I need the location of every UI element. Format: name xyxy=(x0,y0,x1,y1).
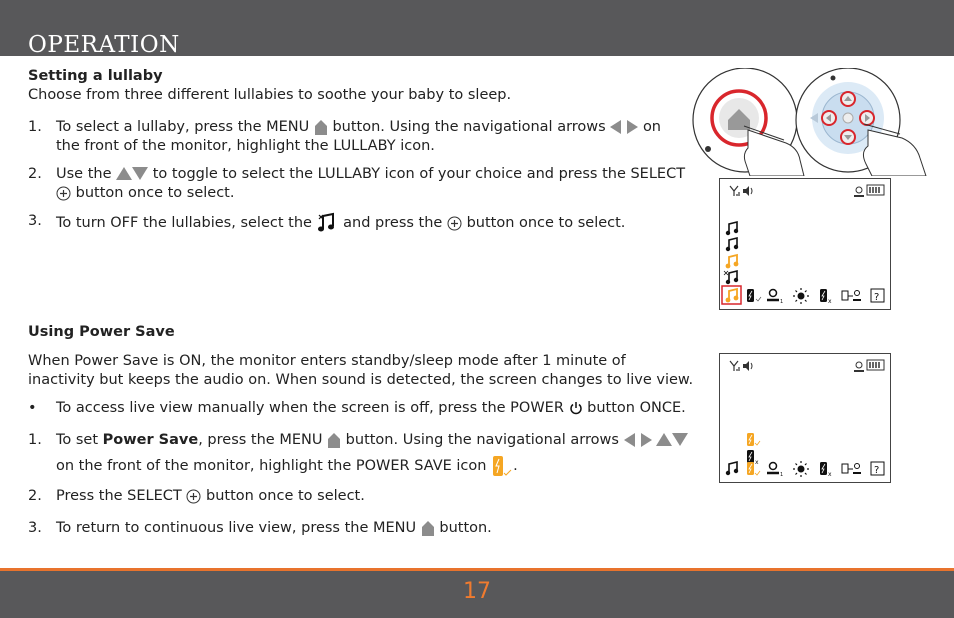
svg-text:x: x xyxy=(828,298,832,305)
camera-icon xyxy=(854,187,864,196)
menu-home-icon xyxy=(314,118,328,136)
svg-text:x: x xyxy=(828,471,832,478)
svg-text:x: x xyxy=(755,459,759,466)
step-text: and press the xyxy=(343,215,443,231)
power-save-intro: When Power Save is ON, the monitor enters standby/sleep mode after 1 minute of inactivity but keeps the audio on. When sound is detected, the screen changes to live view. xyxy=(28,353,694,388)
step-text: . xyxy=(513,458,518,474)
step-text: button once to select. xyxy=(75,185,235,201)
hand-icon xyxy=(863,130,926,176)
help-icon xyxy=(871,289,884,303)
step-text: on the front of the monitor, highlight the LULLABY icon. xyxy=(56,119,661,154)
menu-home-icon xyxy=(421,519,435,537)
monitor-screen-lullaby xyxy=(719,178,891,310)
step-text: To set xyxy=(56,432,99,448)
bullet-dot: • xyxy=(28,400,37,416)
monitor-screen-power-save xyxy=(719,353,891,483)
lullaby-intro: Choose from three different lullabies to soothe your baby to sleep. xyxy=(28,87,512,103)
power-save-on-icon xyxy=(747,433,760,446)
svg-text:?: ? xyxy=(874,465,880,476)
svg-text:?: ? xyxy=(874,292,880,303)
step-number: 3. xyxy=(28,213,42,229)
step-number: 1. xyxy=(28,432,42,448)
speaker-icon xyxy=(743,361,752,371)
step-number: 2. xyxy=(28,166,42,182)
up-down-arrows-icon xyxy=(116,167,148,181)
lullaby-menu-icon xyxy=(726,462,738,475)
lullaby-menu-icon xyxy=(726,289,739,302)
page-header xyxy=(0,0,954,56)
battery-icon xyxy=(867,360,884,370)
lullaby-off-icon xyxy=(724,271,738,284)
up-down-arrows-icon xyxy=(656,433,688,447)
menu-home-icon xyxy=(327,431,341,449)
vox-off-icon xyxy=(820,462,832,478)
left-right-arrows-icon xyxy=(624,433,652,447)
step-text: button. Using the navigational arrows xyxy=(345,432,619,448)
speaker-icon xyxy=(743,186,752,196)
step-text: To access live view manually when the screen is off, press the POWER xyxy=(56,400,564,416)
svg-text:1: 1 xyxy=(780,299,784,305)
select-button-icon xyxy=(186,489,201,504)
signal-icon xyxy=(730,361,739,371)
help-icon xyxy=(871,462,884,476)
step-text: button. xyxy=(439,520,492,536)
power-save-icon xyxy=(747,289,761,302)
button-press-illustration xyxy=(688,68,933,176)
camera-select-icon xyxy=(767,463,783,479)
lullaby-selected-highlight xyxy=(722,286,741,304)
pair-camera-icon xyxy=(842,464,861,474)
page-title: OPERATION xyxy=(28,32,180,58)
step-bold-text: Power Save xyxy=(102,432,199,448)
lullaby-2-icon xyxy=(726,238,738,251)
svg-text:1: 1 xyxy=(780,472,784,478)
lullaby-1-icon xyxy=(726,222,738,235)
left-right-arrows-icon xyxy=(610,120,638,134)
pair-camera-icon xyxy=(842,291,861,301)
step-text: button once to select. xyxy=(466,215,626,231)
step-text: To turn OFF the lullabies, select the xyxy=(56,215,312,231)
select-button-icon xyxy=(447,216,462,231)
step-text: button once to select. xyxy=(205,488,365,504)
step-text: on the front of the monitor, highlight the POWER SAVE icon xyxy=(56,458,487,474)
vox-off-icon xyxy=(820,289,832,305)
step-text: Press the SELECT xyxy=(56,488,182,504)
power-icon xyxy=(569,401,583,415)
signal-icon xyxy=(730,186,739,196)
power-save-title: Using Power Save xyxy=(28,324,175,340)
power-save-orange-icon xyxy=(491,454,513,478)
lullaby-3-icon xyxy=(726,255,739,268)
step-text: To select a lullaby, press the MENU xyxy=(56,119,310,135)
step-number: 2. xyxy=(28,488,42,504)
brightness-icon xyxy=(793,461,809,477)
camera-select-icon xyxy=(767,290,783,306)
step-text: Use the xyxy=(56,166,112,182)
step-text: button. Using the navigational arrows xyxy=(332,119,606,135)
page-number: 17 xyxy=(463,579,491,604)
step-text: button ONCE. xyxy=(587,400,686,416)
step-number: 3. xyxy=(28,520,42,536)
camera-icon xyxy=(854,362,864,371)
step-text: , press the MENU xyxy=(198,432,323,448)
page-footer xyxy=(0,571,954,618)
lullaby-title: Setting a lullaby xyxy=(28,68,163,84)
brightness-icon xyxy=(793,288,809,304)
step-number: 1. xyxy=(28,119,42,135)
step-text: to toggle to select the LULLABY icon of your choice and press the SELECT xyxy=(152,166,686,182)
select-button-icon xyxy=(56,186,71,201)
battery-icon xyxy=(867,185,884,195)
lullaby-off-icon xyxy=(317,212,339,234)
step-text: To return to continuous live view, press the MENU xyxy=(56,520,417,536)
